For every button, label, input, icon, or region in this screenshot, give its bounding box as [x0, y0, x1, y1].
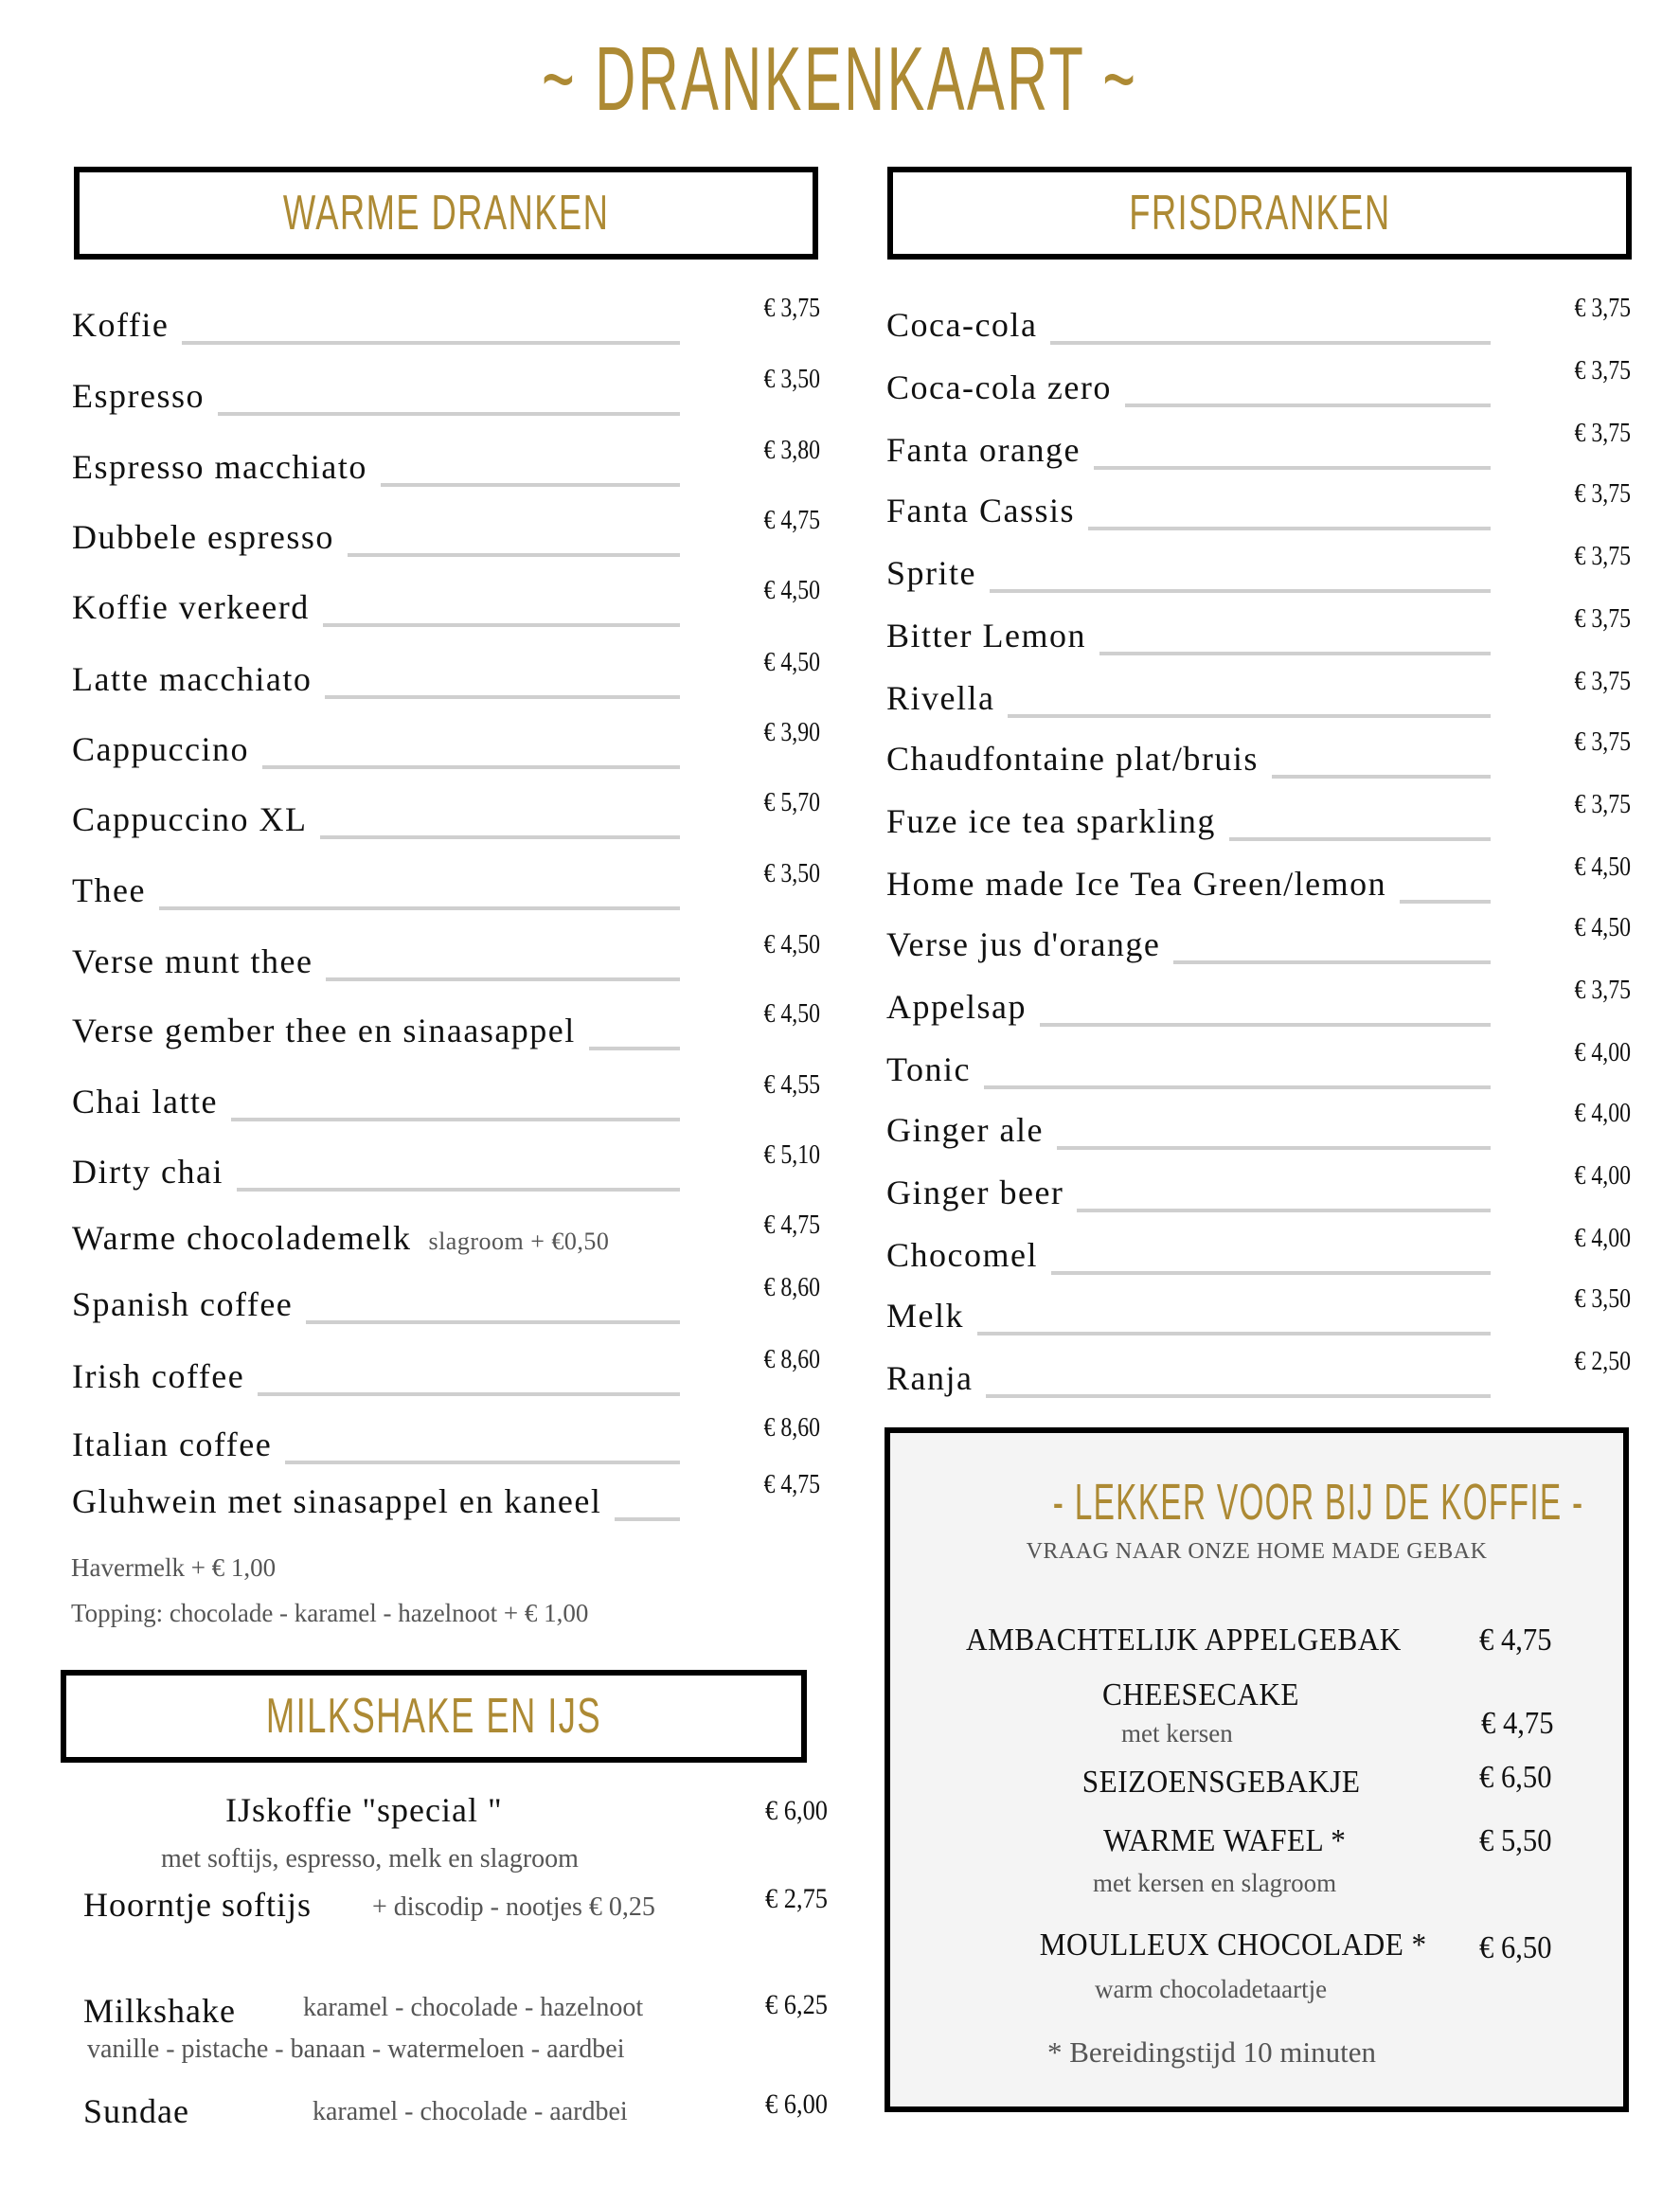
menu-item [72, 1470, 820, 1525]
menu-item [72, 576, 820, 631]
menu-item-label: Gluhwein met sinasappel en kaneel [72, 1482, 602, 1520]
pastry-item-name: AMBACHTELIJK APPELGEBAK [965, 1622, 1402, 1658]
menu-item-label: Cappuccino [72, 730, 249, 768]
menu-item [72, 436, 820, 491]
menu-item-price: € 4,00 [1574, 1161, 1631, 1191]
menu-item-label: Tonic [886, 1050, 971, 1088]
menu-item-label: Rivella [886, 679, 995, 717]
menu-item [72, 365, 820, 420]
menu-item-label: Koffie [72, 306, 170, 344]
menu-item-name [72, 1148, 237, 1195]
menu-item-label: Irish coffee [72, 1357, 245, 1395]
menu-item-price: € 5,70 [763, 788, 820, 817]
pastry-item-price: € 6,50 [1479, 1760, 1552, 1795]
menu-item-label: Verse jus d'orange [886, 925, 1161, 963]
menu-item-price: € 4,50 [763, 930, 820, 959]
menu-item [72, 1413, 820, 1468]
menu-item-name [886, 921, 1173, 968]
menu-item-price: € 4,50 [763, 648, 820, 677]
menu-item-label: Bitter Lemon [886, 617, 1086, 654]
menu-item-price: € 6,25 [765, 1989, 828, 2020]
pastry-footnote: * Bereidingstijd 10 minuten [1047, 2035, 1376, 2069]
menu-item-price: € 3,75 [1574, 542, 1631, 571]
menu-item-name: Milkshake [83, 1992, 236, 2030]
pastry-item-name: MOULLEUX CHOCOLADE * [1039, 1927, 1427, 1963]
pastry-item-name: CHEESECAKE [1102, 1677, 1299, 1712]
pastry-item-description: met kersen [1121, 1719, 1233, 1748]
menu-item-name [886, 674, 1008, 722]
menu-item-name [72, 1007, 589, 1054]
menu-item-description: met softijs, espresso, melk en slagroom [161, 1844, 579, 1873]
menu-item-name [72, 938, 326, 985]
menu-item-label: Verse gember thee en sinaasappel [72, 1012, 576, 1049]
menu-item [72, 1273, 820, 1328]
menu-item-description: karamel - chocolade - hazelnoot [303, 1993, 644, 2022]
menu-item-name [72, 796, 320, 843]
menu-item-price: € 3,75 [763, 294, 820, 323]
menu-item-price: € 4,75 [763, 1470, 820, 1499]
menu-item-price: € 3,80 [763, 436, 820, 465]
menu-item [72, 718, 820, 773]
menu-item-label: Appelsap [886, 988, 1027, 1026]
pastry-item-name: WARME WAFEL * [1103, 1823, 1347, 1858]
menu-item-name [886, 1354, 986, 1402]
menu-item-name [72, 1353, 258, 1400]
menu-item-name: Sundae [83, 2092, 189, 2130]
menu-item-name [886, 1046, 984, 1093]
menu-item [886, 727, 1631, 782]
menu-item-name [72, 513, 348, 561]
menu-item [72, 859, 820, 914]
menu-item-label: Dubbele espresso [72, 518, 334, 556]
menu-item-label: Ginger beer [886, 1174, 1064, 1211]
menu-item-price: € 6,00 [765, 2088, 828, 2120]
leader-line [72, 906, 680, 910]
menu-item-label: Cappuccino XL [72, 800, 308, 838]
page-title: ~ DRANKENKAART ~ [542, 28, 1138, 130]
menu-item-name [886, 798, 1229, 845]
menu-item [886, 542, 1631, 597]
pastry-item-price: € 4,75 [1479, 1622, 1552, 1658]
menu-item-label: Ginger ale [886, 1111, 1044, 1149]
menu-item-label: Coca-cola [886, 306, 1038, 344]
note-topping: Topping: chocolade - karamel - hazelnoot + € 1,00 [71, 1599, 589, 1627]
pastry-item-name: SEIZOENSGEBAKJE [1081, 1765, 1361, 1800]
menu-item-price: € 4,00 [1574, 1224, 1631, 1253]
menu-item-name [886, 1106, 1057, 1154]
menu-item-name [72, 726, 262, 773]
menu-item-label: Sprite [886, 554, 976, 592]
menu-item-price: € 3,75 [1574, 294, 1631, 323]
menu-item-price: € 3,75 [1574, 604, 1631, 634]
menu-item-label: Fuze ice tea sparkling [886, 802, 1216, 840]
menu-item-name [72, 1478, 615, 1525]
pastry-item-description: warm chocoladetaartje [1095, 1975, 1328, 2003]
menu-item-name [886, 549, 990, 597]
pastry-subheading: VRAAG NAAR ONZE HOME MADE GEBAK [1026, 1539, 1488, 1564]
menu-item-name [72, 867, 159, 914]
menu-item-price: € 3,75 [1574, 356, 1631, 385]
menu-item [72, 648, 820, 703]
menu-item-price: € 3,75 [1574, 667, 1631, 696]
menu-item [886, 1038, 1631, 1093]
menu-item-name [886, 983, 1040, 1031]
menu-item [886, 1224, 1631, 1279]
menu-item-description: karamel - chocolade - aardbei [313, 2097, 628, 2126]
menu-item-label: Home made Ice Tea Green/lemon [886, 865, 1387, 903]
menu-item [886, 419, 1631, 474]
menu-item-price: € 3,50 [763, 365, 820, 394]
menu-item-price: € 3,50 [763, 859, 820, 888]
menu-item-extra: slagroom + €0,50 [428, 1228, 610, 1255]
pastry-panel [885, 1427, 1629, 2112]
menu-item-label: Chai latte [72, 1083, 218, 1120]
frisdranken-header [887, 167, 1632, 260]
menu-item-name [72, 655, 325, 703]
menu-item-label: Chocomel [886, 1236, 1038, 1274]
menu-item-price: € 3,75 [1574, 790, 1631, 819]
frisdranken-heading: FRISDRANKEN [1128, 186, 1391, 241]
menu-item [886, 356, 1631, 411]
menu-item-label: Warme chocolademelk [72, 1219, 412, 1257]
menu-item-name [886, 301, 1050, 349]
menu-item-price: € 3,75 [1574, 976, 1631, 1005]
menu-item-label: Dirty chai [72, 1153, 223, 1191]
menu-item-price: € 3,50 [1574, 1284, 1631, 1314]
menu-item [886, 667, 1631, 722]
menu-item-price: € 2,75 [765, 1883, 828, 1914]
menu-item-description: + discodip - nootjes € 0,25 [372, 1892, 655, 1922]
menu-item-name [72, 1214, 622, 1265]
menu-item [886, 852, 1631, 907]
menu-item [72, 294, 820, 349]
menu-item-price: € 3,75 [1574, 419, 1631, 448]
menu-item-price: € 4,75 [763, 506, 820, 535]
pastry-item-description: met kersen en slagroom [1093, 1869, 1337, 1897]
menu-item-price: € 4,55 [763, 1070, 820, 1100]
menu-item-name: IJskoffie "special " [225, 1791, 503, 1829]
menu-item-price: € 2,50 [1574, 1347, 1631, 1376]
menu-item-price: € 4,50 [1574, 913, 1631, 942]
menu-item-label: Espresso macchiato [72, 448, 367, 486]
menu-item-price: € 3,75 [1574, 479, 1631, 509]
menu-item [886, 790, 1631, 845]
menu-item-label: Latte macchiato [72, 660, 313, 698]
menu-item-name [886, 612, 1099, 659]
pastry-item-price: € 6,50 [1479, 1930, 1552, 1965]
menu-item [886, 1347, 1631, 1402]
menu-item-price: € 4,50 [763, 576, 820, 605]
warme-dranken-header [74, 167, 818, 260]
menu-item-name [886, 735, 1272, 782]
menu-item [886, 1284, 1631, 1339]
menu-item-name [886, 487, 1088, 534]
menu-item-name [72, 372, 218, 420]
menu-item [886, 976, 1631, 1031]
pastry-item-price: € 4,75 [1481, 1706, 1554, 1741]
menu-item-label: Verse munt thee [72, 942, 313, 980]
menu-item-name [72, 1421, 285, 1468]
menu-item-label: Melk [886, 1297, 964, 1335]
menu-item-price: € 4,50 [763, 999, 820, 1029]
menu-item-description: vanille - pistache - banaan - watermeloen - aardbei [87, 2035, 625, 2064]
menu-item-name [72, 301, 182, 349]
menu-item-name [886, 860, 1400, 907]
menu-item-label: Espresso [72, 377, 205, 415]
menu-item-name [886, 364, 1125, 411]
menu-item [886, 1099, 1631, 1154]
menu-item-name [886, 1169, 1077, 1216]
menu-item-price: € 4,75 [763, 1210, 820, 1240]
menu-item-name [886, 1292, 977, 1339]
menu-item-name [72, 583, 323, 631]
menu-item-label: Ranja [886, 1359, 974, 1397]
menu-item [886, 604, 1631, 659]
menu-item-name [886, 426, 1094, 474]
menu-item [72, 788, 820, 843]
menu-item-name: Hoorntje softijs [83, 1886, 312, 1924]
menu-item-price: € 6,00 [765, 1795, 828, 1826]
menu-item-name [72, 1281, 306, 1328]
menu-item [72, 506, 820, 561]
menu-item [886, 1161, 1631, 1216]
menu-item-label: Coca-cola zero [886, 368, 1112, 406]
milkshake-heading: MILKSHAKE EN IJS [265, 1689, 602, 1744]
menu-item-price: € 8,60 [763, 1345, 820, 1374]
menu-item [72, 930, 820, 985]
menu-item-price: € 4,00 [1574, 1038, 1631, 1067]
menu-item [72, 1070, 820, 1125]
warme-dranken-heading: WARME DRANKEN [282, 186, 610, 241]
menu-item-label: Italian coffee [72, 1425, 273, 1463]
menu-item [72, 1345, 820, 1400]
menu-item-name [886, 1231, 1051, 1279]
menu-item-price: € 8,60 [763, 1413, 820, 1443]
menu-item-name [72, 443, 381, 491]
note-havermelk: Havermelk + € 1,00 [71, 1553, 277, 1582]
menu-item-price: € 3,90 [763, 718, 820, 747]
menu-item-label: Spanish coffee [72, 1285, 294, 1323]
menu-item [886, 913, 1631, 968]
menu-item [886, 294, 1631, 349]
pastry-heading: - LEKKER VOOR BIJ DE KOFFIE - [1052, 1474, 1584, 1531]
menu-item [72, 999, 820, 1054]
menu-item-label: Koffie verkeerd [72, 588, 310, 626]
menu-item-price: € 4,00 [1574, 1099, 1631, 1128]
menu-item-label: Fanta Cassis [886, 492, 1076, 529]
pastry-item-price: € 5,50 [1479, 1823, 1552, 1858]
menu-item-label: Chaudfontaine plat/bruis [886, 740, 1259, 778]
menu-item-price: € 4,50 [1574, 852, 1631, 882]
menu-item [886, 479, 1631, 534]
menu-item-price: € 5,10 [763, 1140, 820, 1170]
menu-item [72, 1210, 820, 1265]
milkshake-header [61, 1670, 807, 1763]
menu-item-price: € 8,60 [763, 1273, 820, 1302]
menu-item [72, 1140, 820, 1195]
menu-item-label: Thee [72, 871, 146, 909]
menu-item-price: € 3,75 [1574, 727, 1631, 757]
menu-item-label: Fanta orange [886, 431, 1081, 469]
menu-item-name [72, 1078, 231, 1125]
